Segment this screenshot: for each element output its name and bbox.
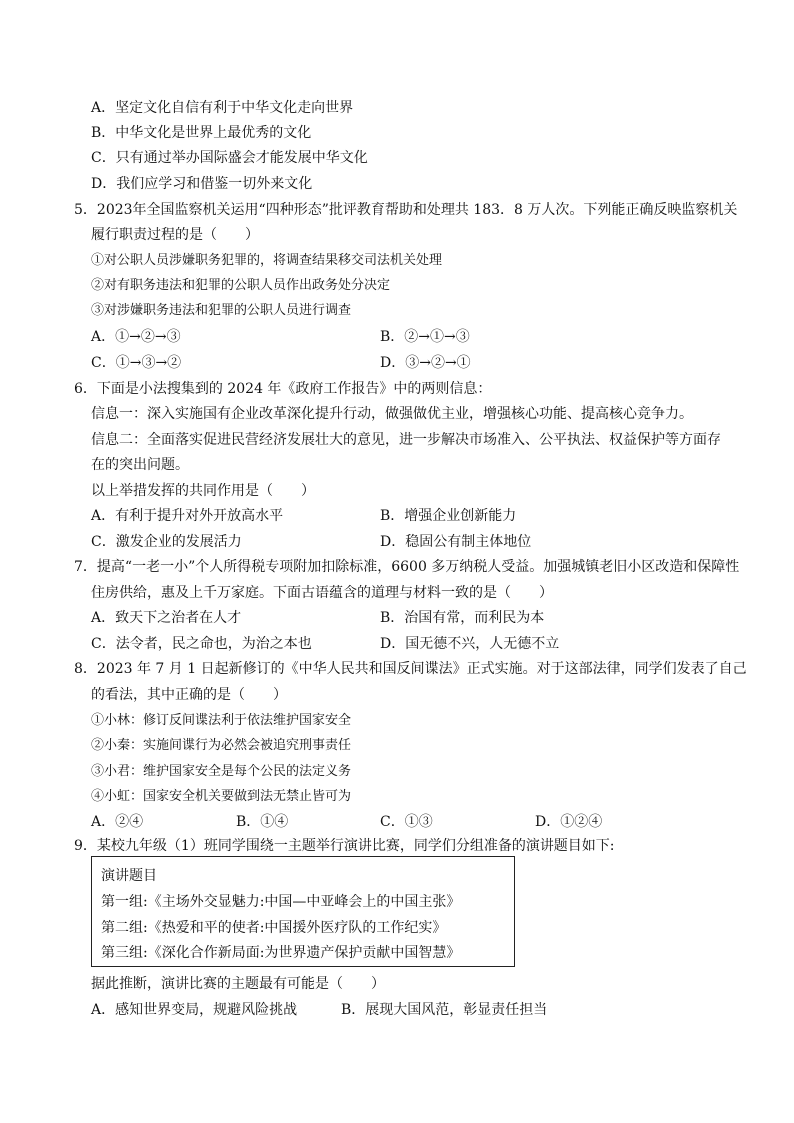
q4-option-c: C．只有通过举办国际盛会才能发展中华文化 [91, 150, 368, 166]
q8-stem-line2: 的看法，其中正确的是（ ） [91, 687, 287, 703]
q5-stem-line2: 履行职责过程的是（ ） [91, 227, 259, 243]
q5-item-1: ①对公职人员涉嫌职务犯罪的，将调查结果移交司法机关处理 [91, 253, 443, 268]
q9-option-a: A．感知世界变局，规避风险挑战 [91, 1002, 298, 1018]
q9-option-b: B．展现大国风范，彰显责任担当 [341, 1002, 548, 1018]
q8-option-c: C．①③ [380, 814, 433, 830]
q4-option-d: D．我们应学习和借鉴一切外来文化 [91, 176, 313, 192]
q6-option-c: C．激发企业的发展活力 [91, 534, 242, 550]
speech-topic-group-1: 第一组:《主场外交显魅力:中国—中亚峰会上的中国主张》 [101, 894, 461, 910]
q9-question: 据此推断，演讲比赛的主题最有可能是（ ） [91, 976, 385, 992]
q8-option-d: D．①②④ [535, 814, 603, 830]
q8-stem-line1: 8．2023 年 7 月 1 日起新修订的《中华人民共和国反间谍法》正式实施。对于这部法律，同学们发表了自己 [74, 661, 747, 677]
q6-question: 以上举措发挥的共同作用是（ ） [91, 483, 315, 499]
q5-item-3: ③对涉嫌职务违法和犯罪的公职人员进行调查 [91, 303, 352, 318]
speech-topic-group-2: 第二组:《热爱和平的使者:中国援外医疗队的工作纪实》 [101, 920, 447, 936]
q8-item-2: ②小秦：实施间谍行为必然会被追究刑事责任 [91, 738, 352, 753]
q4-option-b: B．中华文化是世界上最优秀的文化 [91, 125, 312, 141]
q7-option-c: C．法令者，民之命也，为治之本也 [91, 636, 312, 652]
q8-item-4: ④小虹：国家安全机关要做到法无禁止皆可为 [91, 789, 352, 804]
q7-option-b: B．治国有常，而利民为本 [380, 610, 545, 626]
q5-option-d: D．③→②→① [380, 355, 471, 371]
q5-option-c: C．①→③→② [91, 355, 182, 371]
q6-option-a: A．有利于提升对外开放高水平 [91, 508, 284, 524]
q6-info-2-line1: 信息二：全面落实促进民营经济发展壮大的意见，进一步解决市场准入、公平执法、权益保护等方面存 [91, 432, 721, 448]
q5-stem-line1: 5．2023年全国监察机关运用“四种形态”批评教育帮助和处理共 183．8 万人次。下列能正确反映监察机关 [74, 202, 738, 218]
q4-option-a: A．坚定文化自信有利于中华文化走向世界 [91, 100, 354, 116]
q6-stem: 6．下面是小法搜集到的 2024 年《政府工作报告》中的两则信息： [74, 381, 492, 397]
q5-option-a: A．①→②→③ [91, 329, 181, 345]
speech-topics-title: 演讲题目 [101, 868, 157, 884]
q9-stem: 9．某校九年级（1）班同学围绕一主题举行演讲比赛，同学们分组准备的演讲题目如下: [74, 838, 615, 854]
q8-item-3: ③小君：维护国家安全是每个公民的法定义务 [91, 764, 352, 779]
q7-option-d: D．国无德不兴，人无德不立 [380, 636, 560, 652]
q7-stem-line2: 住房供给，惠及上千万家庭。下面古语蕴含的道理与材料一致的是（ ） [91, 585, 553, 601]
q6-info-2-line2: 在的突出问题。 [91, 457, 189, 473]
speech-topic-group-3: 第三组:《深化合作新局面:为世界遗产保护贡献中国智慧》 [101, 945, 461, 961]
q8-option-b: B．①④ [236, 814, 289, 830]
q7-option-a: A．致天下之治者在人才 [91, 610, 242, 626]
q5-option-b: B．②→①→③ [380, 329, 470, 345]
q6-option-d: D．稳固公有制主体地位 [380, 534, 532, 550]
q6-info-1: 信息一：深入实施国有企业改革深化提升行动，做强做优主业，增强核心功能、提高核心竞争力。 [91, 406, 693, 422]
q7-stem-line1: 7．提高“一老一小”个人所得税专项附加扣除标准，6600 多万纳税人受益。加强城镇老旧小区改造和保障性 [74, 559, 740, 575]
q8-option-a: A．②④ [91, 814, 144, 830]
q5-item-2: ②对有职务违法和犯罪的公职人员作出政务处分决定 [91, 278, 391, 293]
q8-item-1: ①小林：修订反间谍法利于依法维护国家安全 [91, 713, 352, 728]
q6-option-b: B．增强企业创新能力 [380, 508, 517, 524]
